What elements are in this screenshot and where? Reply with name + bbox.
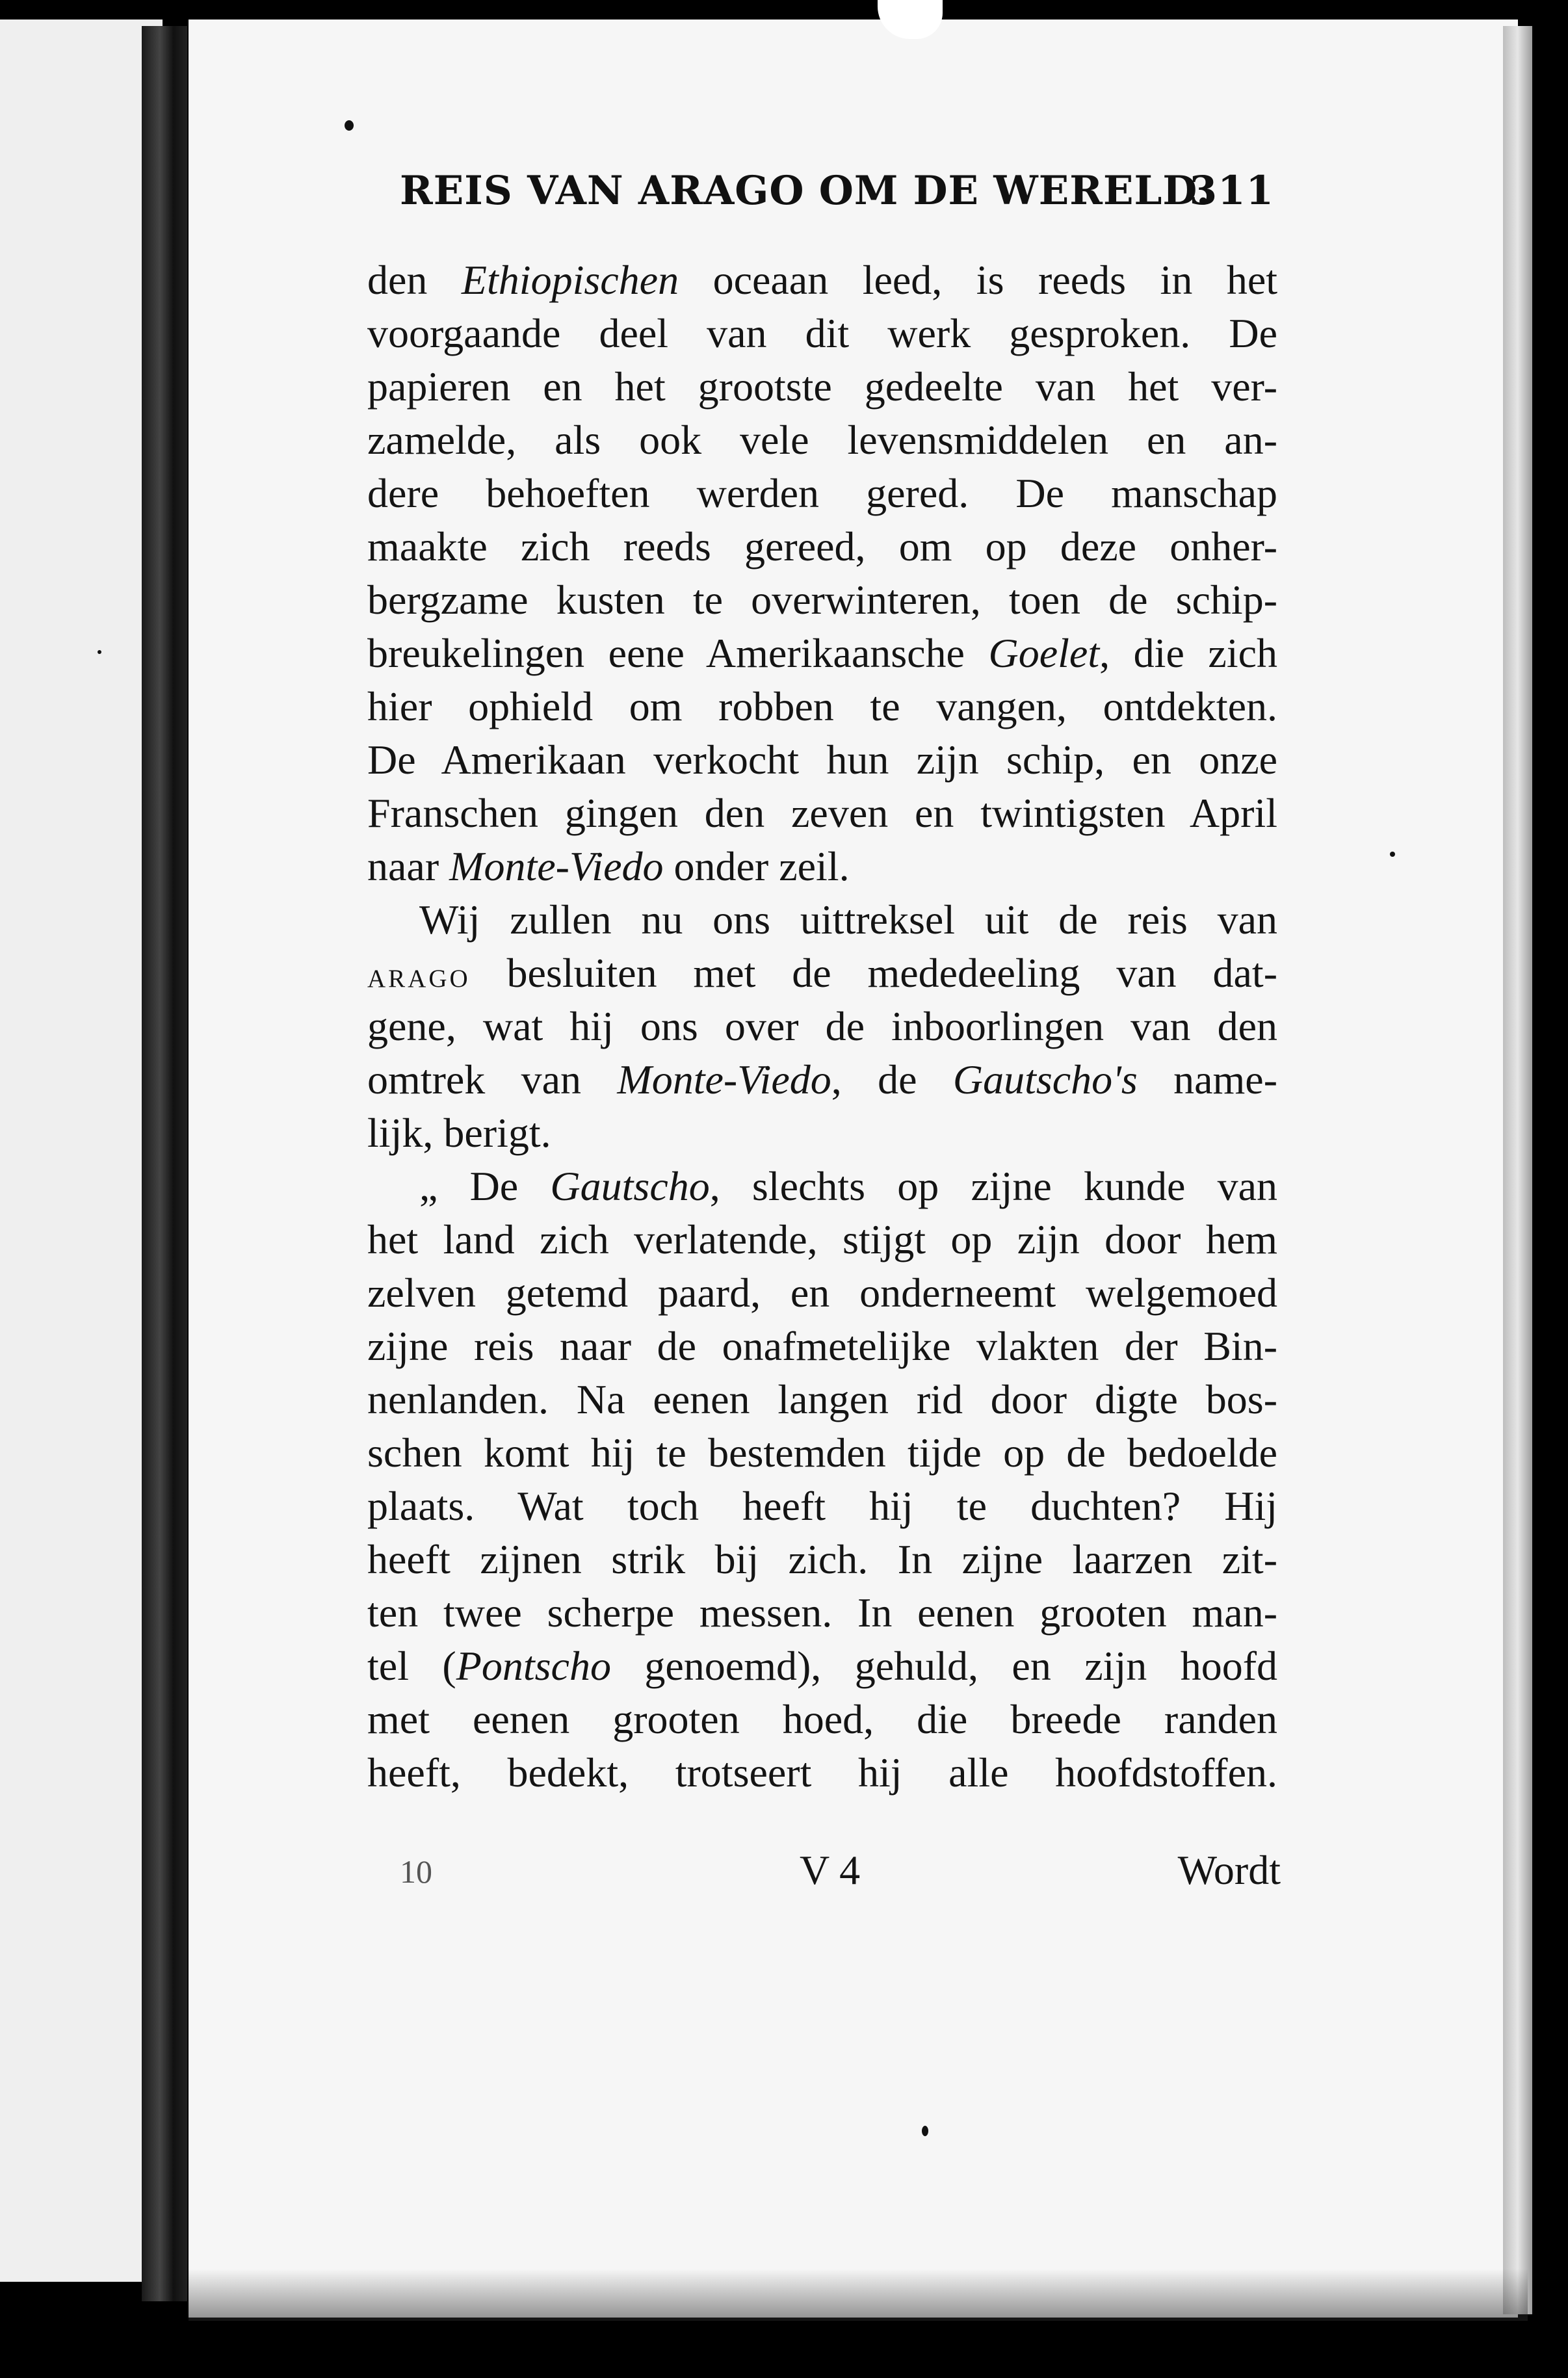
text-run: heeft, bedekt, trotseert hij alle hoofdstoffen. [367,1749,1277,1796]
running-head [400,168,1274,220]
text-line [367,413,1277,467]
text-line [367,1746,1277,1799]
page-number: 311 [1189,168,1274,214]
text-line [367,254,1277,307]
text-run: oceaan leed, is reeds in het [679,257,1278,303]
text-run: gene, wat hij ons over de inboorlingen van den [367,1003,1277,1049]
text-run: zamelde, als ook vele levensmiddelen en an- [367,417,1277,463]
text-line [367,467,1277,520]
text-line [367,627,1277,680]
text-run: zijne reis naar de onafmetelijke vlakten der Bin- [367,1323,1277,1369]
text-line [367,1160,1277,1213]
text-run: , de [831,1056,953,1103]
facing-page-fragment [0,20,163,2282]
text-line [367,680,1277,733]
text-line [367,1480,1277,1533]
text-run: naar [367,843,450,889]
italic-word: Monte-Viedo [449,843,664,889]
text-line [367,1586,1277,1640]
page-edge [1503,26,1532,2314]
text-line [367,1053,1277,1106]
small-caps-name: arago [367,955,471,995]
text-run: tel ( [367,1643,456,1689]
text-line [367,733,1277,787]
text-run: den [367,257,462,303]
text-run: omtrek van [367,1056,618,1103]
ink-speck [922,2126,928,2136]
body-text [367,254,1277,1799]
text-line [367,1640,1277,1693]
text-line [367,840,1277,893]
text-run: name- [1137,1056,1278,1103]
text-run: hier ophield om robben te vangen, ontdekten. [367,683,1277,729]
text-line [367,1426,1277,1480]
text-run: maakte zich reeds gereed, om op deze onher- [367,523,1277,569]
text-run: het land zich verlatende, stijgt op zijn door hem [367,1216,1277,1262]
italic-word: Monte-Viedo [617,1056,831,1103]
text-run: papieren en het grootste gedeelte van het ver- [367,363,1277,410]
text-run: lijk, berigt. [367,1110,551,1156]
text-run: besluiten met de mededeeling van dat- [470,950,1277,996]
text-run: onder zeil. [663,843,850,889]
page-footer [367,1846,1281,1905]
italic-word: Gautscho [550,1163,710,1209]
text-line [367,1693,1277,1746]
italic-word: Gautscho's [952,1056,1138,1103]
text-run: Franschen gingen den zeven en twintigsten April [367,790,1277,836]
ink-speck [98,650,101,654]
text-run: genoemd), gehuld, en zijn hoofd [610,1643,1278,1689]
text-run: bergzame kusten te overwinteren, toen de schip- [367,577,1277,623]
book-spine-shadow [142,26,187,2301]
text-run: voorgaande deel van dit werk gesproken. De [367,310,1277,356]
text-line [367,1106,1277,1160]
text-run: Wij zullen nu ons uittreksel uit de reis van [419,896,1277,943]
text-line [367,893,1277,947]
text-line [367,1000,1277,1053]
text-line [367,573,1277,627]
text-line [367,360,1277,413]
text-run: „ De [419,1163,551,1209]
italic-word: Ethiopischen [461,257,679,303]
catchword: Wordt [1177,1847,1281,1893]
text-line [367,1213,1277,1266]
signature-mark: V 4 [800,1847,861,1893]
text-run: met eenen grooten hoed, die breede randen [367,1696,1277,1742]
text-line [367,1320,1277,1373]
text-run: breukelingen eene Amerikaansche [367,630,989,676]
text-run: , die zich [1099,630,1277,676]
text-run: nenlanden. Na eenen langen rid door digte bos- [367,1376,1277,1422]
faint-mark: 10 [400,1853,432,1890]
running-title: REIS VAN ARAGO OM DE WERELD. [400,168,1211,214]
page-bottom-shadow [189,2269,1528,2321]
text-line [367,1373,1277,1426]
ink-speck [1390,852,1395,857]
text-line [367,1533,1277,1586]
text-line [367,947,1277,1000]
italic-word: Goelet [988,630,1100,676]
italic-word: Pontscho [456,1643,611,1689]
text-run: dere behoeften werden gered. De manschap [367,470,1277,516]
text-run: plaats. Wat toch heeft hij te duchten? Hij [367,1483,1277,1529]
text-line [367,307,1277,360]
text-line [367,520,1277,573]
text-run: heeft zijnen strik bij zich. In zijne laarzen zit- [367,1536,1277,1582]
text-run: schen komt hij te bestemden tijde op de bedoelde [367,1430,1277,1476]
ink-speck [345,120,354,131]
text-run: De Amerikaan verkocht hun zijn schip, en onze [367,737,1277,783]
text-run: zelven getemd paard, en onderneemt welgemoed [367,1270,1277,1316]
text-line [367,1266,1277,1320]
text-line [367,787,1277,840]
text-run: ten twee scherpe messen. In eenen grooten man- [367,1589,1277,1636]
text-run: , slechts op zijne kunde van [709,1163,1278,1209]
